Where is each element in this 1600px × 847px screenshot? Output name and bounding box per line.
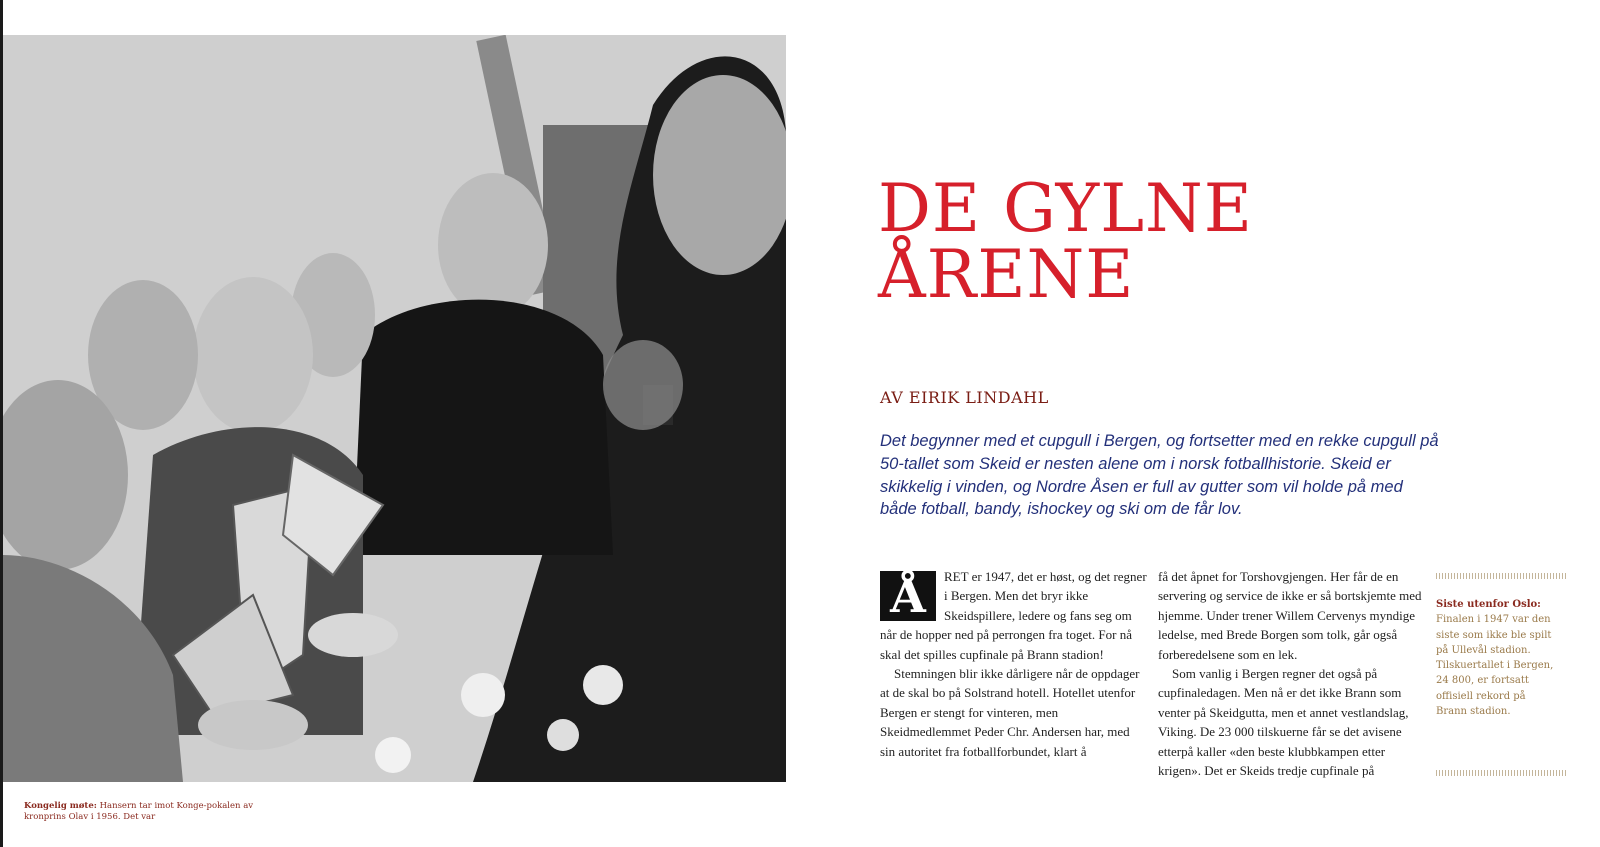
archive-photo: [3, 35, 786, 782]
body-paragraph: Stemningen blir ikke dårligere når de oppdager at de skal bo på Solstrand hotell. Hotellet utenfor Bergen er stengt for vinteren, men Skeidmedlemmet Peder Chr. Andersen har, med sin autoritet fra fotballforbundet, klart å: [880, 666, 1140, 759]
sidebar-text: Finalen i 1947 var den siste som ikke ble spilt på Ullevål stadion. Tilskuertallet i Bergen, 24 800, er fortsatt offisiell rekord på Brann stadion.: [1436, 614, 1554, 718]
photo-illustration: [3, 35, 786, 782]
sidebar-rule-bottom: [1436, 770, 1568, 776]
drop-cap: Å: [880, 571, 936, 621]
sidebar-rule-top: [1436, 573, 1568, 579]
body-column-1: [880, 567, 1148, 761]
body-column-2: [1158, 567, 1426, 780]
headline-line-2: ÅRENE: [878, 236, 1135, 313]
body-paragraph: Som vanlig i Bergen regner det også på cupfinaledagen. Men nå er det ikke Brann som venter på Skeidgutta, men et annet vestlandslag, Viking. De 23 000 tilskuerne får se det avisene etterpå kaller «den beste klubbkampen etter krigen». Det er Skeids tredje cupfinale på: [1158, 666, 1409, 779]
byline: AV EIRIK LINDAHL: [880, 388, 1049, 407]
article-headline: [878, 170, 1478, 313]
caption-text: Hansern tar imot Konge-pokalen av kronprins Olav i 1956. Det var: [24, 801, 254, 822]
sidebar-note: [1436, 597, 1556, 719]
photo-caption: [24, 801, 254, 823]
body-paragraph: RET er 1947, det er høst, og det regner i Bergen. Men det bryr ikke Skeidspillere, ledere og fans seg om når de hopper ned på perrongen fra toget. For nå skal det spilles cupfinale på Brann stadion!: [880, 569, 1147, 662]
sidebar-title: Siste utenfor Oslo:: [1436, 599, 1541, 610]
headline-line-1: DE GYLNE: [878, 170, 1253, 247]
body-paragraph: få det åpnet for Torshovgjengen. Her får de en servering og service de ikke er så bortskjemte med hjemme. Under trener Willem Cervenys myndige ledelse, med Brede Borgen som tolk, går også forberedelsene som en lek.: [1158, 569, 1422, 662]
caption-label: Kongelig møte:: [24, 801, 97, 811]
lead-paragraph: Det begynner med et cupgull i Bergen, og fortsetter med en rekke cupgull på 50-tallet som Skeid er nesten alene om i norsk fotballhistorie. Skeid er skikkelig i vinden, og Nordre Åsen er full av gutter som vil holde på med både fotball, bandy, ishockey og ski om de får lov.: [880, 432, 1439, 519]
